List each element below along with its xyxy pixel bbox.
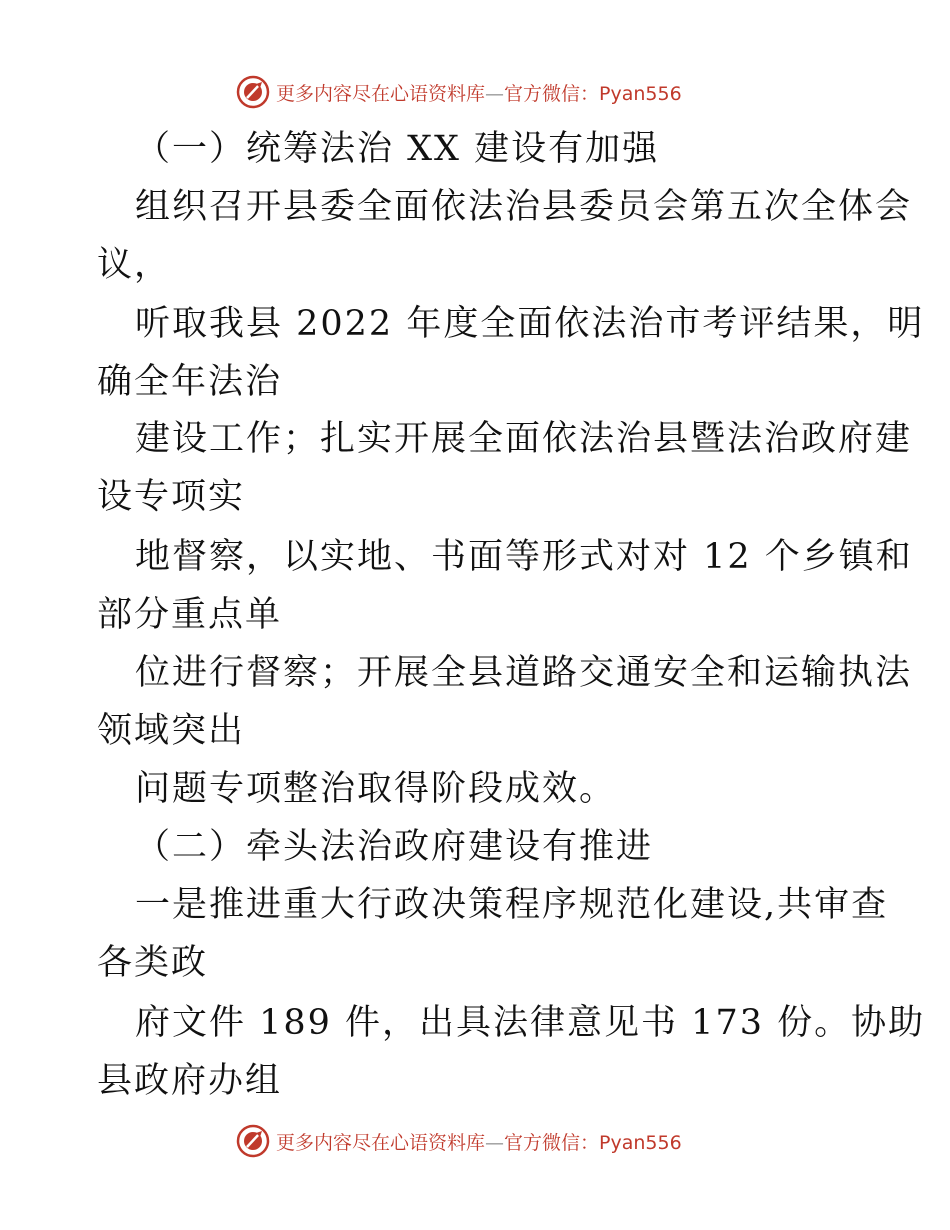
paragraph-line: 建设工作；扎实开展全面依法治县暨法治政府建 [135, 419, 913, 459]
seal-logo-icon [236, 1124, 270, 1158]
watermark-label: 官方微信： [504, 82, 600, 105]
seal-logo-icon [236, 75, 270, 109]
watermark-footer [236, 1121, 682, 1161]
paragraph-line: 议， [97, 245, 172, 285]
paragraph-line: 部分重点单 [97, 595, 283, 635]
paragraph-line: 位进行督察；开展全县道路交通安全和运输执法 [135, 653, 913, 693]
paragraph-line: 领域突出 [97, 711, 246, 751]
heading-2: （二）牵头法治政府建设有推进 [135, 827, 654, 867]
watermark-label: 官方微信： [504, 1131, 600, 1154]
paragraph-line: 地督察，以实地、书面等形式对对 12 个乡镇和 [135, 537, 913, 577]
watermark-text [276, 79, 682, 106]
watermark-separator: — [485, 1131, 505, 1154]
paragraph-line: 县政府办组 [97, 1061, 283, 1101]
watermark-text [276, 1128, 682, 1155]
paragraph-line: 各类政 [97, 943, 209, 983]
watermark-header [236, 72, 682, 112]
watermark-separator: — [485, 82, 505, 105]
paragraph-line: 问题专项整治取得阶段成效。 [135, 769, 617, 809]
paragraph-line: 府文件 189 件，出具法律意见书 173 份。协助 [135, 1003, 926, 1043]
watermark-id: Pyan556 [599, 82, 682, 105]
paragraph-line: 确全年法治 [97, 362, 283, 402]
paragraph-line: 组织召开县委全面依法治县委员会第五次全体会 [135, 187, 913, 227]
paragraph-line: 一是推进重大行政决策程序规范化建设,共审查 [135, 885, 889, 925]
paragraph-line: 听取我县 2022 年度全面依法治市考评结果，明 [135, 304, 925, 344]
watermark-id: Pyan556 [599, 1131, 682, 1154]
heading-1: （一）统筹法治 XX 建设有加强 [135, 129, 660, 169]
watermark-main-text: 更多内容尽在心语资料库 [276, 1131, 486, 1154]
watermark-main-text: 更多内容尽在心语资料库 [276, 82, 486, 105]
paragraph-line: 设专项实 [97, 477, 246, 517]
